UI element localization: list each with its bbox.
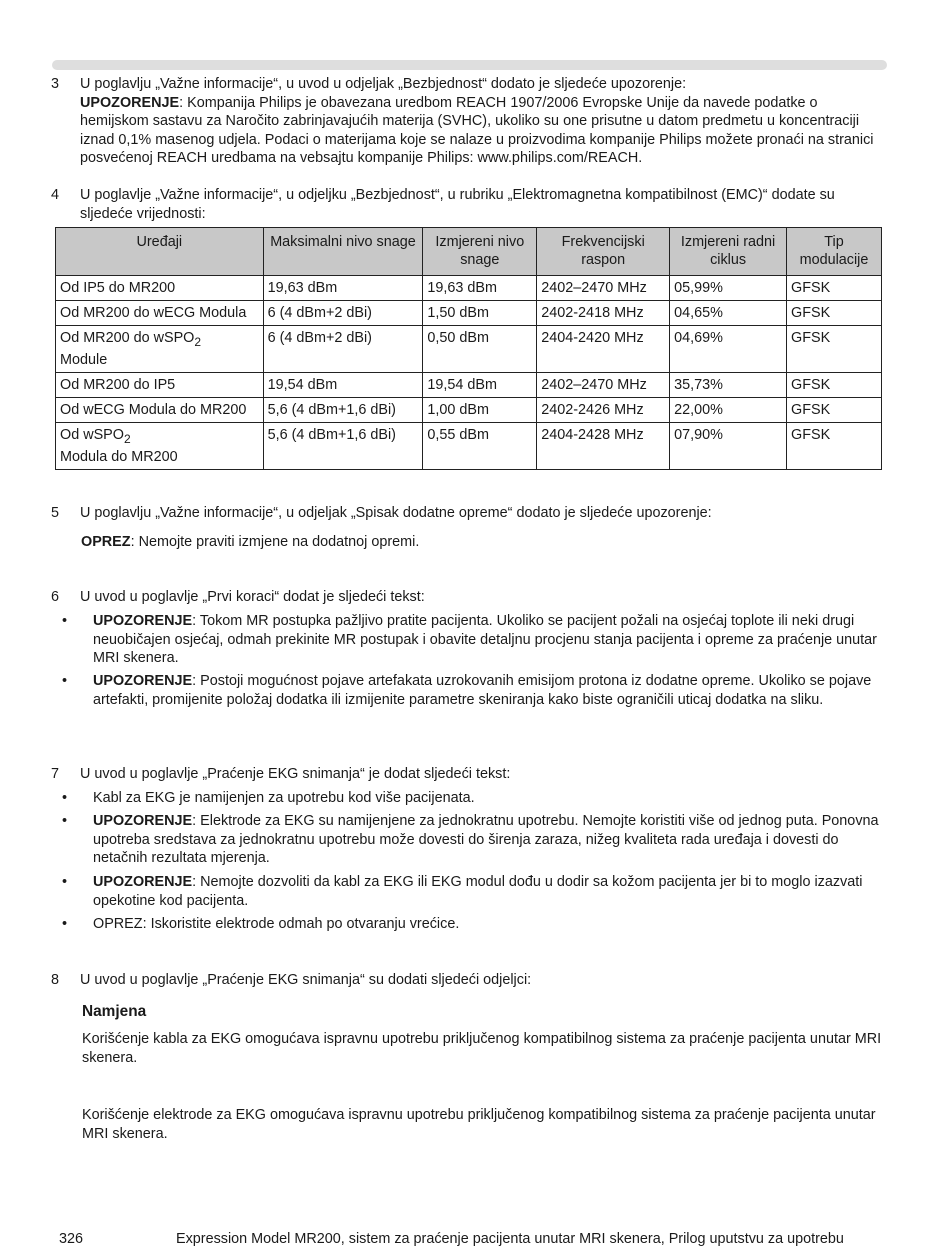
table-cell: 07,90%: [670, 422, 787, 469]
table-cell: 0,50 dBm: [423, 326, 537, 373]
section-intro: U poglavlje „Važne informacije“, u odjeljku „Bezbjednost“, u rubriku „Elektromagnetna kompatibilnost (EMC)“ dodate su sljedeće vrijednosti:: [80, 187, 835, 222]
device-name-tail: Modula do MR200: [60, 448, 178, 465]
list-item-text: [93, 812, 883, 868]
table-cell: Od MR200 do IP5: [56, 372, 264, 397]
section-intro: U uvod u poglavlje „Praćenje EKG snimanja“ je dodat sljedeći tekst:: [80, 766, 511, 782]
table-cell: 2402-2418 MHz: [537, 301, 670, 326]
table-cell: 5,6 (4 dBm+1,6 dBi): [263, 397, 423, 422]
list-item-text: [93, 612, 883, 668]
subscript: 2: [123, 431, 131, 446]
table-row: [56, 397, 882, 422]
table-cell: 6 (4 dBm+2 dBi): [263, 301, 423, 326]
warning-text: : Postoji mogućnost pojave artefakata uzrokovanih emisijom protona iz dodatne opreme. Ukoliko se pojave artefakti, promijenite položaj dodatka ili izmijenite parametre skeniranja kako biste ograničili uticaj dodatka na sliku.: [93, 673, 872, 708]
table-cell: 35,73%: [670, 372, 787, 397]
table-cell: 2404-2428 MHz: [537, 422, 670, 469]
column-header: Izmjereni radni ciklus: [670, 228, 787, 276]
warning-text: : Kompanija Philips je obavezana uredbom REACH 1907/2006 Evropske Unije da navede podatke o hemijskom sastavu za Naročito zabrinjavajućih materija (SVHC), ukoliko su one prisutne u datom predmetu u koncentraciji iznad 0,1% masenog udjela. Podaci o materijama koje se nalaze u proizvodima kompanije Philips možete pronaći na stranici posvećenoj REACH uredbama na vebsajtu kompanije Philips: www.philips.com/REACH.: [80, 94, 874, 167]
warning-label: UPOZORENJE: [93, 613, 193, 629]
section-intro: U poglavlju „Važne informacije“, u uvod u odjeljak „Bezbjednost“ dodato je sljedeće upozorenje:: [80, 76, 687, 92]
subsection-heading: Namjena: [82, 1003, 147, 1020]
table-cell: Od IP5 do MR200: [56, 276, 264, 301]
bullet: •: [62, 613, 68, 629]
column-header: Maksimalni nivo snage: [263, 228, 423, 276]
section-text: [80, 75, 885, 168]
list-item-text: [93, 873, 883, 910]
device-name: Od MR200 do wSPO: [60, 330, 195, 346]
table-cell: 04,65%: [670, 301, 787, 326]
warning-label: UPOZORENJE: [80, 94, 180, 111]
footer-title: Expression Model MR200, sistem za praćenje pacijenta unutar MRI skenera, Prilog uputstvu za upotrebu: [176, 1231, 844, 1247]
warning-text: : Elektrode za EKG su namijenjene za jednokratnu upotrebu. Nemojte koristiti više od jednog puta. Ponovna upotreba sredstava za jednokratnu upotrebu može dovesti do širenja zaraza, nižeg kvaliteta rada uređaja i dovesti do netačnih rezultata mjerenja.: [93, 813, 879, 867]
table-cell: 0,55 dBm: [423, 422, 537, 469]
table-cell: 2402–2470 MHz: [537, 276, 670, 301]
device-name: Od wSPO: [60, 426, 124, 443]
table-row: [56, 301, 882, 326]
table-cell: 19,63 dBm: [423, 276, 537, 301]
caution-label: OPREZ: [81, 534, 131, 550]
list-item-text: Kabl za EKG je namijenjen za upotrebu kod više pacijenata.: [93, 790, 475, 806]
section-number: 3: [51, 76, 60, 92]
table-header-row: [56, 228, 882, 276]
warning-text: : Tokom MR postupka pažljivo pratite pacijenta. Ukoliko se pacijent požali na osjećaj toplote ili neki drugi neuobičajen osjećaj, odmah prekinite MR postupak i obavite detaljnu procjenu stanja pacijenta i opreme za praćenje unutar MRI skenera.: [93, 613, 877, 667]
table-cell: 1,00 dBm: [423, 397, 537, 422]
bullet: •: [62, 874, 68, 890]
bullet: •: [62, 673, 68, 689]
table-row: [56, 372, 882, 397]
table-cell: Od MR200 do wECG Modula: [56, 301, 264, 326]
table-cell: [56, 422, 264, 469]
section-number: 7: [51, 766, 60, 782]
paragraph-text: Korišćenje elektrode za EKG omogućava ispravnu upotrebu priključenog kompatibilnog sistema za praćenje pacijenta unutar MRI skenera.: [82, 1107, 876, 1142]
table-cell: 19,54 dBm: [423, 372, 537, 397]
table-cell: Od wECG Modula do MR200: [56, 397, 264, 422]
bullet: •: [62, 813, 68, 829]
bullet: •: [62, 916, 68, 932]
table-cell: GFSK: [787, 397, 882, 422]
section-number: 5: [51, 505, 60, 521]
caution-paragraph: [81, 533, 886, 552]
emc-table: [55, 227, 882, 470]
warning-label: UPOZORENJE: [93, 813, 193, 829]
table-row: [56, 422, 882, 469]
table-cell: GFSK: [787, 372, 882, 397]
table-cell: 6 (4 dBm+2 dBi): [263, 326, 423, 373]
table-cell: 19,54 dBm: [263, 372, 423, 397]
bullet: •: [62, 790, 68, 806]
list-item-text: OPREZ: Iskoristite elektrode odmah po otvaranju vrećice.: [93, 916, 460, 932]
table-row: [56, 276, 882, 301]
table-cell: 04,69%: [670, 326, 787, 373]
table-cell: GFSK: [787, 276, 882, 301]
warning-paragraph: [80, 94, 885, 168]
paragraph-text: Korišćenje kabla za EKG omogućava ispravnu upotrebu priključenog kompatibilnog sistema za praćenje pacijenta unutar MRI skenera.: [82, 1031, 882, 1066]
column-header: Uređaji: [56, 228, 264, 276]
table-cell: 05,99%: [670, 276, 787, 301]
table-cell: 2402–2470 MHz: [537, 372, 670, 397]
warning-text: : Nemojte dozvoliti da kabl za EKG ili EKG modul dođu u dodir sa kožom pacijenta jer bi to moglo izazvati opekotine kod pacijenta.: [93, 874, 863, 909]
device-name-tail: Module: [60, 351, 108, 368]
section-intro: U uvod u poglavlje „Praćenje EKG snimanja“ su dodati sljedeći odjeljci:: [80, 972, 532, 988]
column-header: Izmjereni nivo snage: [423, 228, 537, 276]
section-number: 4: [51, 187, 60, 203]
table-cell: GFSK: [787, 326, 882, 373]
table-cell: 1,50 dBm: [423, 301, 537, 326]
top-scroll-bar: [52, 60, 887, 70]
section-intro: U poglavlju „Važne informacije“, u odjeljak „Spisak dodatne opreme“ dodato je sljedeće upozorenje:: [80, 505, 712, 521]
table-cell: 5,6 (4 dBm+1,6 dBi): [263, 422, 423, 469]
section-number: 6: [51, 589, 60, 605]
warning-label: UPOZORENJE: [93, 874, 193, 890]
section-intro: U uvod u poglavlje „Prvi koraci“ dodat je sljedeći tekst:: [80, 589, 425, 605]
subscript: 2: [194, 334, 202, 349]
table-cell: [56, 326, 264, 373]
table-row: [56, 326, 882, 373]
caution-text: : Nemojte praviti izmjene na dodatnoj opremi.: [130, 534, 420, 550]
section-number: 8: [51, 972, 60, 988]
table-cell: 19,63 dBm: [263, 276, 423, 301]
table-cell: GFSK: [787, 422, 882, 469]
list-item-text: [93, 672, 883, 709]
warning-label: UPOZORENJE: [93, 673, 193, 689]
column-header: Frekvencijski raspon: [537, 228, 670, 276]
table-cell: 2402-2426 MHz: [537, 397, 670, 422]
page-number: 326: [59, 1231, 84, 1247]
column-header: Tip modulacije: [787, 228, 882, 276]
table-cell: 2404-2420 MHz: [537, 326, 670, 373]
table-cell: GFSK: [787, 301, 882, 326]
table-cell: 22,00%: [670, 397, 787, 422]
